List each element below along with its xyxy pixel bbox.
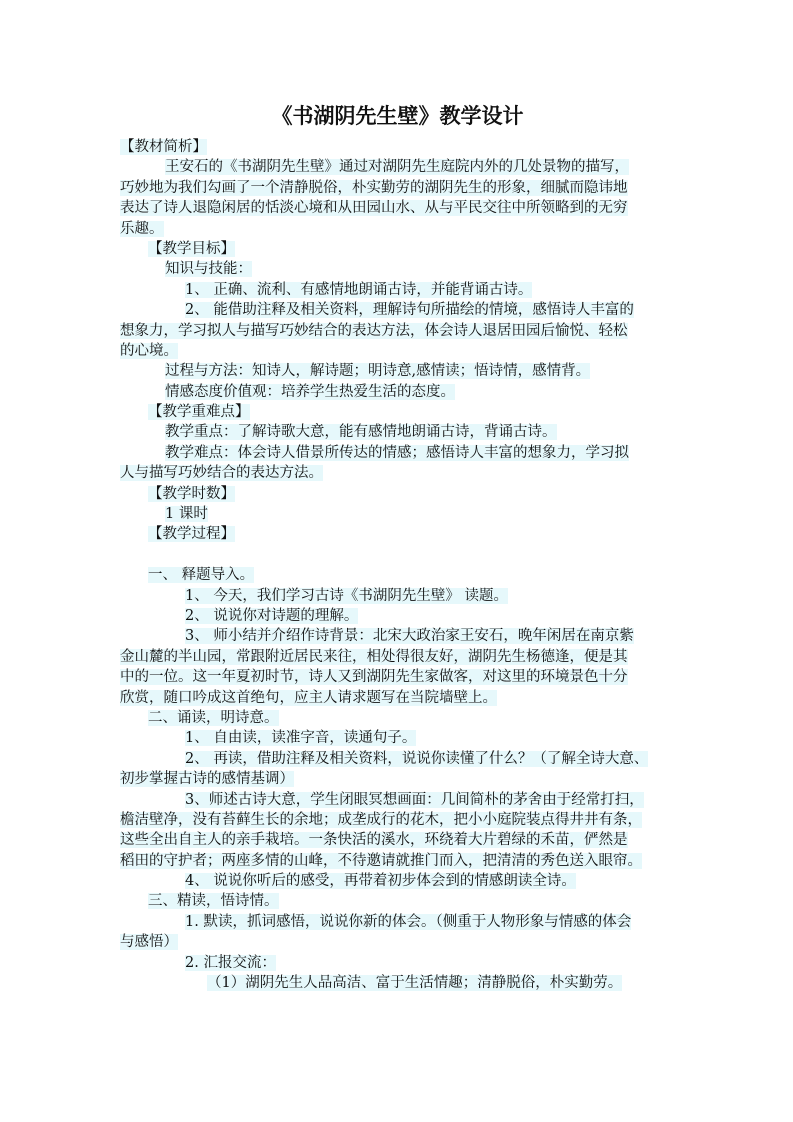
text-line-content: 【教材简析】 <box>120 139 207 155</box>
text-line <box>120 708 675 728</box>
text-line-content: 【教学时数】 <box>148 485 235 502</box>
text-line-content: 3、 师小结并介绍作诗背景：北宋大政治家王安石，晚年闲居在南京紫 <box>185 628 634 645</box>
text-line <box>120 341 675 361</box>
text-line <box>120 973 675 993</box>
text-line-content: 1、 正确、流利、有感情地朗诵古诗，并能背诵古诗。 <box>185 281 533 298</box>
text-line-content: 情感态度价值观：培养学生热爱生活的态度。 <box>165 383 455 400</box>
text-line <box>120 178 675 198</box>
text-line <box>120 259 675 279</box>
text-line <box>120 830 675 850</box>
text-line-content: 二、诵读，明诗意。 <box>148 709 279 726</box>
text-line-content: 【教学目标】 <box>148 240 235 257</box>
text-line <box>120 422 675 442</box>
text-line-content: 欣赏，随口吟成这首绝句，应主人请求题写在当院墙壁上。 <box>120 689 497 706</box>
text-line <box>120 463 675 483</box>
text-line-content: 教学重点：了解诗歌大意，能有感情地朗诵古诗，背诵古诗。 <box>165 424 557 441</box>
text-line-content: 初步掌握古诗的感情基调） <box>120 771 294 788</box>
text-line-content: 一、 释题导入。 <box>148 567 255 584</box>
text-line-content: 2. 汇报交流： <box>185 954 276 971</box>
text-line <box>120 524 675 544</box>
text-line <box>120 851 675 871</box>
text-line <box>120 198 675 218</box>
blank-line <box>120 545 675 565</box>
text-line <box>120 953 675 973</box>
text-line <box>120 626 675 646</box>
text-line <box>120 443 675 463</box>
text-line <box>120 382 675 402</box>
text-line <box>120 606 675 626</box>
text-line <box>120 932 675 952</box>
text-line-content: 与感悟） <box>120 934 178 951</box>
text-line-content: 1、 自由读，读准字音，读通句子。 <box>185 730 417 747</box>
text-line-content: 中的一位。这一年夏初时节，诗人又到湖阴先生家做客，对这里的环境景色十分 <box>120 669 628 686</box>
text-line <box>120 565 675 585</box>
text-line-content: 这些全出自主人的亲手栽培。一条快活的溪水，环绕着大片碧绿的禾苗，俨然是 <box>120 832 628 849</box>
text-line <box>120 749 675 769</box>
text-line-content: 4、 说说你听后的感受，再带着初步体会到的情感朗读全诗。 <box>185 873 576 890</box>
text-line-content: 王安石的《书湖阴先生壁》通过对湖阴先生庭院内外的几处景物的描写， <box>165 159 629 176</box>
text-line-content: 的心境。 <box>120 342 178 359</box>
text-line <box>120 321 675 341</box>
text-line-content: 3、师述古诗大意，学生闭眼冥想画面：几间简朴的茅舍由于经常打扫， <box>185 791 644 808</box>
text-line-content: 1、 今天，我们学习古诗《书湖阴先生壁》 读题。 <box>185 587 508 604</box>
text-line-content: （1）湖阴先生人品高洁、富于生活情趣；清静脱俗，朴实勤劳。 <box>207 975 623 992</box>
text-line-content: 过程与方法：知诗人，解诗题；明诗意,感情读；悟诗情，感情背。 <box>165 363 591 380</box>
text-line-content: 【教学重难点】 <box>148 404 250 421</box>
text-line-content: 巧妙地为我们勾画了一个清静脱俗，朴实勤劳的湖阴先生的形象，细腻而隐讳地 <box>120 179 628 196</box>
text-line-content: 2、 能借助注释及相关资料，理解诗句所描绘的情境，感悟诗人丰富的 <box>185 302 634 319</box>
text-line <box>120 728 675 748</box>
text-line <box>120 219 675 239</box>
text-line <box>120 891 675 911</box>
text-line-content: 檐洁壁净，没有苔藓生长的余地；成垄成行的花木，把小小庭院装点得井井有条， <box>120 811 642 828</box>
text-line <box>120 790 675 810</box>
text-line-content: 想象力，学习拟人与描写巧妙结合的表达方法，体会诗人退居田园后愉悦、轻松 <box>120 322 628 339</box>
text-line <box>120 769 675 789</box>
text-line-content: 表达了诗人退隐闲居的恬淡心境和从田园山水、从与平民交往中所领略到的无穷 <box>120 200 628 217</box>
text-line-content: 人与描写巧妙结合的表达方法。 <box>120 465 323 482</box>
text-line-content: 稻田的守护者；两座多情的山峰，不待邀请就推门而入，把清清的秀色送入眼帘。 <box>120 852 642 869</box>
text-line <box>120 484 675 504</box>
text-line <box>120 871 675 891</box>
text-line-content: 2、 说说你对诗题的理解。 <box>185 607 359 624</box>
text-line-content: 1. 默读，抓词感悟，说说你新的体会。（侧重于人物形象与情感的体会 <box>185 913 632 930</box>
text-line <box>120 402 675 422</box>
text-line <box>120 647 675 667</box>
text-line <box>120 361 675 381</box>
text-line-content: 2、 再读，借助注释及相关资料，说说你读懂了什么？（了解全诗大意、 <box>185 750 649 767</box>
text-line <box>120 810 675 830</box>
text-line <box>120 688 675 708</box>
text-line-content: 知识与技能： <box>165 261 252 278</box>
text-line <box>120 504 675 524</box>
text-line <box>120 300 675 320</box>
text-line <box>120 137 675 157</box>
text-line <box>120 157 675 177</box>
document-body <box>120 137 675 993</box>
text-line-content: 教学难点：体会诗人借景所传达的情感；感悟诗人丰富的想象力，学习拟 <box>165 444 629 461</box>
text-line <box>120 239 675 259</box>
text-line-content: 乐趣。 <box>120 220 164 237</box>
text-line-content: 金山麓的半山园，常跟附近居民来往，相处得很友好，湖阴先生杨德逢，便是其 <box>120 648 628 665</box>
text-line <box>120 280 675 300</box>
document-title: 《书湖阴先生壁》教学设计 <box>271 103 524 128</box>
text-line <box>120 912 675 932</box>
text-line <box>120 586 675 606</box>
text-line-content: 三、精读，悟诗情。 <box>148 893 279 910</box>
text-line <box>120 667 675 687</box>
text-line-content: 1 课时 <box>165 506 208 523</box>
text-line-content: 【教学过程】 <box>148 526 235 543</box>
